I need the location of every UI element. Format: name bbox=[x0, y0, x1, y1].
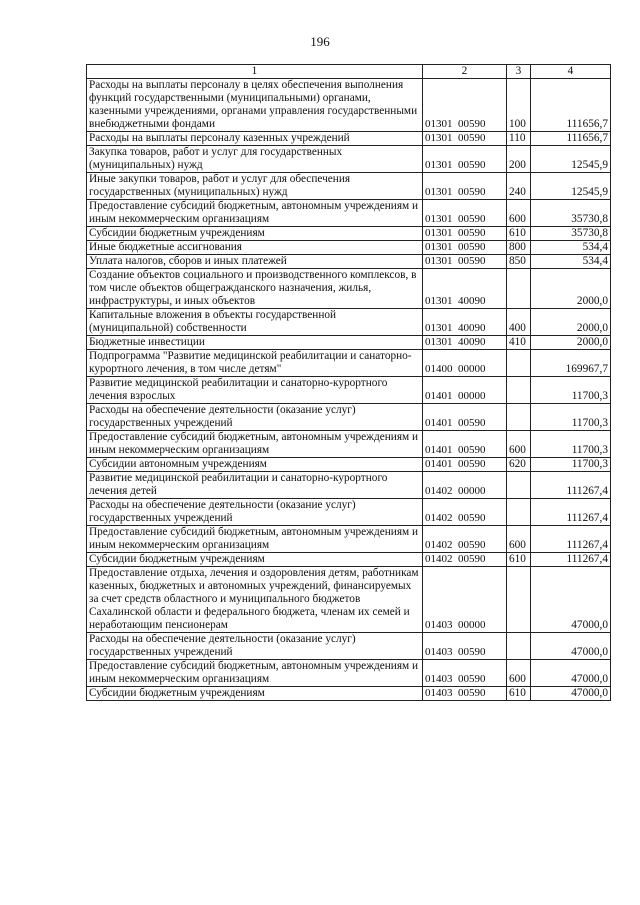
row-name-cell: Иные закупки товаров, работ и услуг для обеспечения государственных (муниципальных) нужд bbox=[87, 173, 423, 200]
row-name-cell: Субсидии бюджетным учреждениям bbox=[87, 227, 423, 241]
row-name-cell: Предоставление отдыха, лечения и оздоровления детям, работникам казенных, бюджетных и автономных учреждений, финансируемых за счет средств областного и муниципального бюджетов Сахалинской области и федерального бюджета, членам их семей и неработающим пенсионерам bbox=[87, 567, 423, 633]
table-row bbox=[87, 173, 611, 200]
row-name-cell: Расходы на обеспечение деятельности (оказание услуг) государственных учреждений bbox=[87, 633, 423, 660]
row-amount-cell: 111656,7 bbox=[531, 79, 611, 132]
table-row bbox=[87, 567, 611, 633]
row-amount-cell: 35730,8 bbox=[531, 227, 611, 241]
table-row bbox=[87, 687, 611, 701]
row-target-code-cell: 01301 40090 bbox=[423, 336, 507, 350]
row-expense-type-cell: 410 bbox=[507, 336, 531, 350]
row-expense-type-cell: 850 bbox=[507, 255, 531, 269]
row-expense-type-cell: 600 bbox=[507, 200, 531, 227]
row-name-cell: Создание объектов социального и производственного комплексов, в том числе объектов общегражданского назначения, жилья, инфраструктуры, и иных объектов bbox=[87, 269, 423, 309]
row-target-code-cell: 01400 00000 bbox=[423, 350, 507, 377]
table-row bbox=[87, 458, 611, 472]
row-amount-cell: 11700,3 bbox=[531, 404, 611, 431]
row-name-cell: Расходы на выплаты персоналу в целях обеспечения выполнения функций государственными (муниципальными) органами, казенными учреждениями, органами управления государственными внебюджетными фондами bbox=[87, 79, 423, 132]
row-name-cell: Субсидии автономным учреждениям bbox=[87, 458, 423, 472]
row-expense-type-cell: 200 bbox=[507, 146, 531, 173]
row-target-code-cell: 01402 00590 bbox=[423, 553, 507, 567]
row-name-cell: Субсидии бюджетным учреждениям bbox=[87, 553, 423, 567]
row-name-cell: Иные бюджетные ассигнования bbox=[87, 241, 423, 255]
row-name-cell: Уплата налогов, сборов и иных платежей bbox=[87, 255, 423, 269]
row-target-code-cell: 01301 00590 bbox=[423, 132, 507, 146]
budget-table bbox=[86, 64, 611, 701]
header-cell-name: 1 bbox=[87, 65, 423, 79]
row-target-code-cell: 01403 00000 bbox=[423, 567, 507, 633]
row-target-code-cell: 01401 00590 bbox=[423, 431, 507, 458]
row-name-cell: Предоставление субсидий бюджетным, автономным учреждениям и иным некоммерческим организациям bbox=[87, 660, 423, 687]
row-name-cell: Предоставление субсидий бюджетным, автономным учреждениям и иным некоммерческим организациям bbox=[87, 200, 423, 227]
table-row bbox=[87, 200, 611, 227]
table-row bbox=[87, 269, 611, 309]
row-target-code-cell: 01402 00590 bbox=[423, 526, 507, 553]
row-amount-cell: 2000,0 bbox=[531, 336, 611, 350]
row-name-cell: Бюджетные инвестиции bbox=[87, 336, 423, 350]
row-expense-type-cell bbox=[507, 633, 531, 660]
row-target-code-cell: 01301 00590 bbox=[423, 173, 507, 200]
row-name-cell: Подпрограмма "Развитие медицинской реабилитации и санаторно-курортного лечения, в том числе детям" bbox=[87, 350, 423, 377]
row-amount-cell: 11700,3 bbox=[531, 431, 611, 458]
table-row bbox=[87, 350, 611, 377]
row-target-code-cell: 01403 00590 bbox=[423, 687, 507, 701]
table-row bbox=[87, 526, 611, 553]
row-target-code-cell: 01403 00590 bbox=[423, 633, 507, 660]
row-expense-type-cell: 100 bbox=[507, 79, 531, 132]
row-name-cell: Предоставление субсидий бюджетным, автономным учреждениям и иным некоммерческим организациям bbox=[87, 526, 423, 553]
row-amount-cell: 534,4 bbox=[531, 241, 611, 255]
table-row bbox=[87, 404, 611, 431]
row-target-code-cell: 01401 00000 bbox=[423, 377, 507, 404]
row-amount-cell: 12545,9 bbox=[531, 146, 611, 173]
row-target-code-cell: 01301 00590 bbox=[423, 79, 507, 132]
row-amount-cell: 47000,0 bbox=[531, 633, 611, 660]
row-amount-cell: 47000,0 bbox=[531, 687, 611, 701]
table-row bbox=[87, 660, 611, 687]
row-expense-type-cell: 600 bbox=[507, 431, 531, 458]
row-amount-cell: 111267,4 bbox=[531, 553, 611, 567]
row-expense-type-cell: 110 bbox=[507, 132, 531, 146]
table-row bbox=[87, 336, 611, 350]
header-row bbox=[87, 65, 611, 79]
row-target-code-cell: 01301 00590 bbox=[423, 200, 507, 227]
row-expense-type-cell: 400 bbox=[507, 309, 531, 336]
row-expense-type-cell: 800 bbox=[507, 241, 531, 255]
row-target-code-cell: 01301 00590 bbox=[423, 227, 507, 241]
header-cell-sum: 4 bbox=[531, 65, 611, 79]
row-expense-type-cell: 610 bbox=[507, 687, 531, 701]
table-row bbox=[87, 255, 611, 269]
row-name-cell: Расходы на обеспечение деятельности (оказание услуг) государственных учреждений bbox=[87, 404, 423, 431]
header-cell-csr: 2 bbox=[423, 65, 507, 79]
row-target-code-cell: 01301 00590 bbox=[423, 146, 507, 173]
row-amount-cell: 2000,0 bbox=[531, 309, 611, 336]
row-target-code-cell: 01301 00590 bbox=[423, 241, 507, 255]
row-expense-type-cell: 610 bbox=[507, 553, 531, 567]
row-expense-type-cell: 610 bbox=[507, 227, 531, 241]
row-amount-cell: 12545,9 bbox=[531, 173, 611, 200]
row-expense-type-cell bbox=[507, 269, 531, 309]
table-row bbox=[87, 472, 611, 499]
table-row bbox=[87, 227, 611, 241]
table-row bbox=[87, 377, 611, 404]
table-row bbox=[87, 633, 611, 660]
row-name-cell: Расходы на выплаты персоналу казенных учреждений bbox=[87, 132, 423, 146]
row-name-cell: Субсидии бюджетным учреждениям bbox=[87, 687, 423, 701]
row-target-code-cell: 01301 00590 bbox=[423, 255, 507, 269]
row-amount-cell: 47000,0 bbox=[531, 660, 611, 687]
row-name-cell: Капитальные вложения в объекты государственной (муниципальной) собственности bbox=[87, 309, 423, 336]
row-amount-cell: 169967,7 bbox=[531, 350, 611, 377]
row-name-cell: Закупка товаров, работ и услуг для государственных (муниципальных) нужд bbox=[87, 146, 423, 173]
row-target-code-cell: 01301 40090 bbox=[423, 269, 507, 309]
row-expense-type-cell bbox=[507, 350, 531, 377]
row-target-code-cell: 01401 00590 bbox=[423, 404, 507, 431]
row-amount-cell: 111267,4 bbox=[531, 472, 611, 499]
row-amount-cell: 534,4 bbox=[531, 255, 611, 269]
header-cell-vr: 3 bbox=[507, 65, 531, 79]
table-row bbox=[87, 553, 611, 567]
table-row bbox=[87, 146, 611, 173]
row-target-code-cell: 01402 00590 bbox=[423, 499, 507, 526]
row-expense-type-cell: 240 bbox=[507, 173, 531, 200]
row-target-code-cell: 01402 00000 bbox=[423, 472, 507, 499]
row-expense-type-cell: 620 bbox=[507, 458, 531, 472]
table-row bbox=[87, 309, 611, 336]
row-target-code-cell: 01401 00590 bbox=[423, 458, 507, 472]
row-amount-cell: 11700,3 bbox=[531, 458, 611, 472]
table-row bbox=[87, 79, 611, 132]
row-amount-cell: 47000,0 bbox=[531, 567, 611, 633]
row-target-code-cell: 01403 00590 bbox=[423, 660, 507, 687]
row-expense-type-cell bbox=[507, 377, 531, 404]
row-amount-cell: 2000,0 bbox=[531, 269, 611, 309]
row-expense-type-cell: 600 bbox=[507, 526, 531, 553]
table-row bbox=[87, 499, 611, 526]
row-name-cell: Развитие медицинской реабилитации и санаторно-курортного лечения взрослых bbox=[87, 377, 423, 404]
row-amount-cell: 111267,4 bbox=[531, 499, 611, 526]
row-amount-cell: 111656,7 bbox=[531, 132, 611, 146]
row-target-code-cell: 01301 40090 bbox=[423, 309, 507, 336]
row-expense-type-cell bbox=[507, 567, 531, 633]
row-name-cell: Расходы на обеспечение деятельности (оказание услуг) государственных учреждений bbox=[87, 499, 423, 526]
row-expense-type-cell: 600 bbox=[507, 660, 531, 687]
row-expense-type-cell bbox=[507, 472, 531, 499]
row-amount-cell: 11700,3 bbox=[531, 377, 611, 404]
row-name-cell: Развитие медицинской реабилитации и санаторно-курортного лечения детей bbox=[87, 472, 423, 499]
row-expense-type-cell bbox=[507, 404, 531, 431]
row-amount-cell: 35730,8 bbox=[531, 200, 611, 227]
row-amount-cell: 111267,4 bbox=[531, 526, 611, 553]
row-expense-type-cell bbox=[507, 499, 531, 526]
page-number: 196 bbox=[310, 34, 330, 49]
table-row bbox=[87, 132, 611, 146]
table-row bbox=[87, 431, 611, 458]
table-row bbox=[87, 241, 611, 255]
row-name-cell: Предоставление субсидий бюджетным, автономным учреждениям и иным некоммерческим организациям bbox=[87, 431, 423, 458]
